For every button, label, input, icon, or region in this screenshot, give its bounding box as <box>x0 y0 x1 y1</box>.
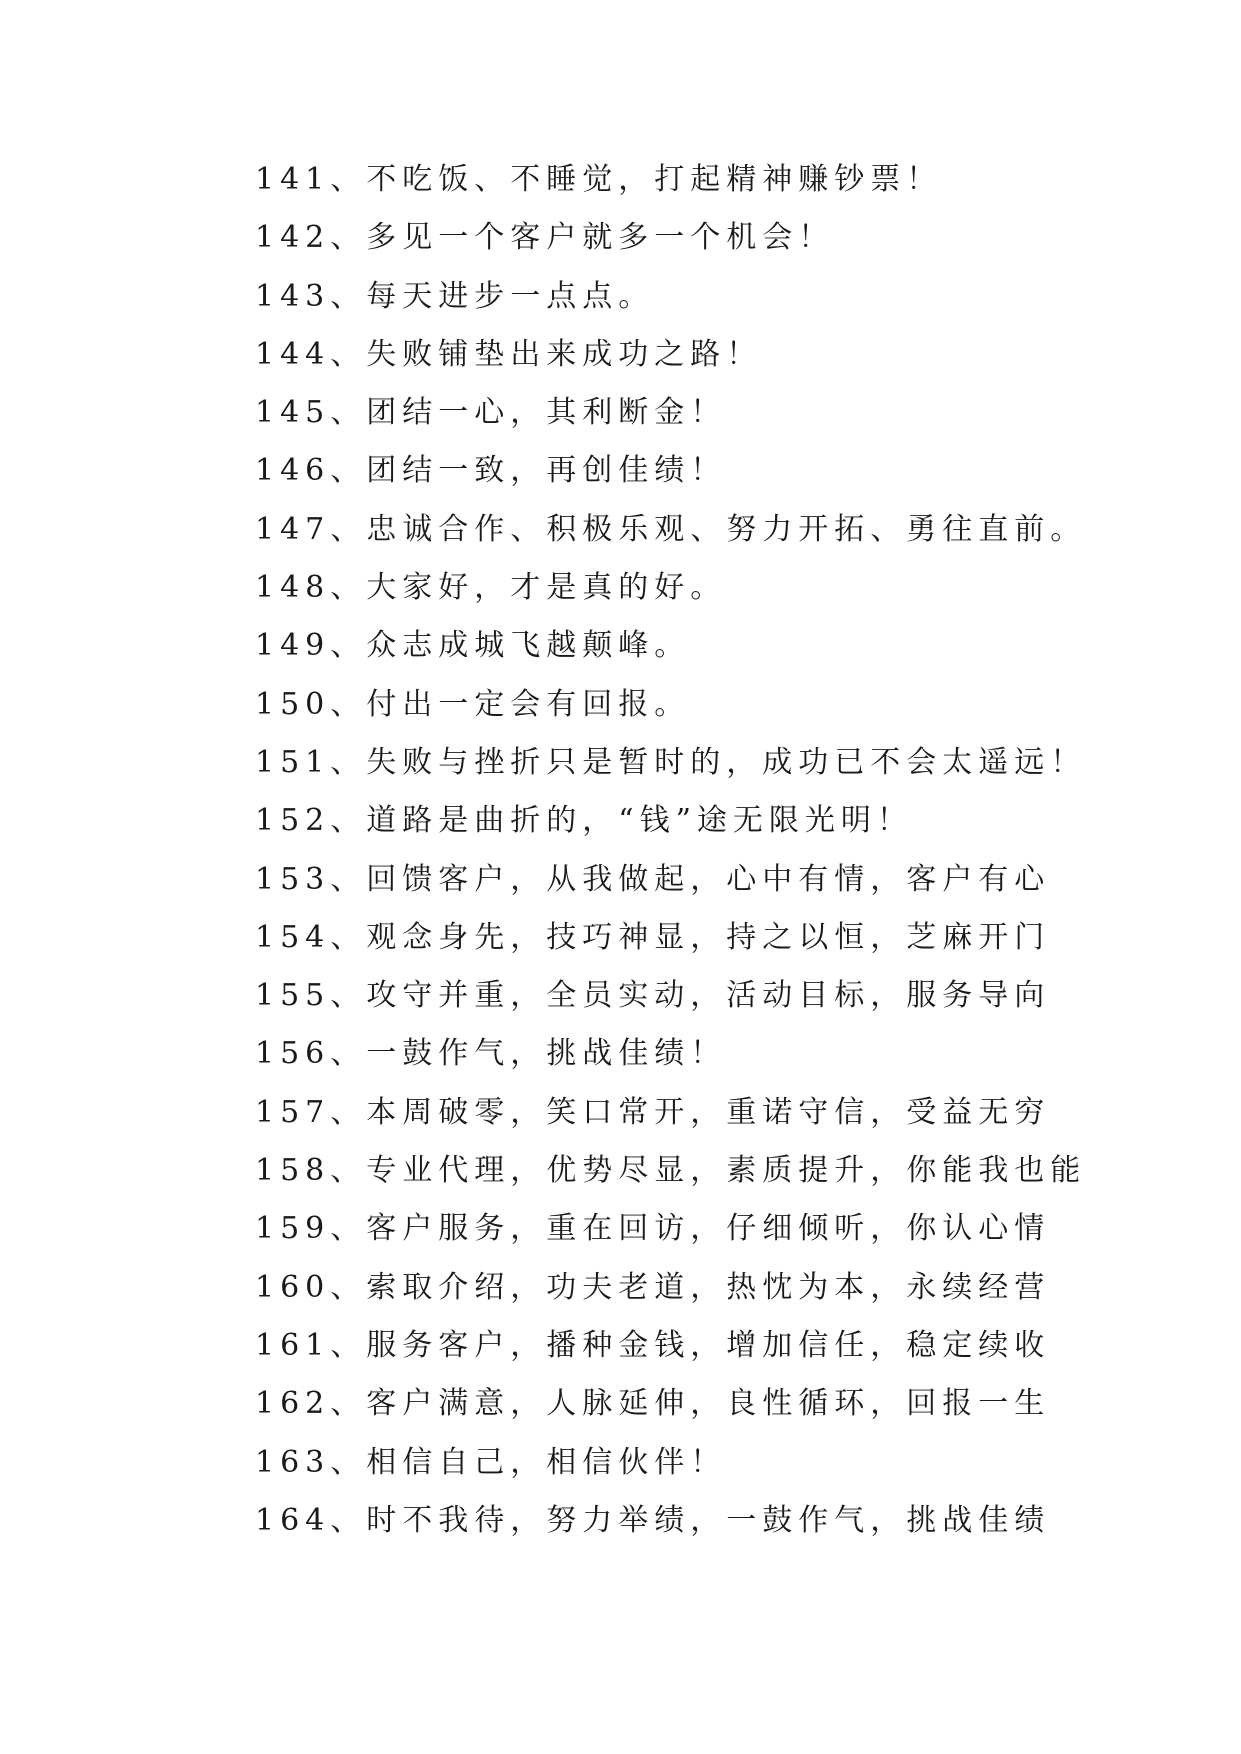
slogan-line: 158、专业代理，优势尽显，素质提升，你能我也能 <box>255 1153 1087 1189</box>
slogan-line: 161、服务客户，播种金钱，增加信任，稳定续收 <box>255 1327 1051 1363</box>
slogan-line: 154、观念身先，技巧神显，持之以恒，芝麻开门 <box>255 919 1051 955</box>
slogan-line: 149、众志成城飞越颠峰。 <box>255 628 691 664</box>
slogan-line: 150、付出一定会有回报。 <box>255 686 691 722</box>
slogan-line: 159、客户服务，重在回访，仔细倾听，你认心情 <box>255 1211 1051 1247</box>
slogan-line: 151、失败与挫折只是暂时的，成功已不会太遥远！ <box>255 744 1087 780</box>
slogan-line: 142、多见一个客户就多一个机会！ <box>255 220 835 256</box>
slogan-line: 146、团结一致，再创佳绩！ <box>255 453 727 489</box>
slogan-line: 148、大家好，才是真的好。 <box>255 570 727 606</box>
slogan-line: 141、不吃饭、不睡觉，打起精神赚钞票！ <box>255 162 943 197</box>
slogan-line: 153、回馈客户，从我做起，心中有情，客户有心 <box>255 861 1051 897</box>
slogan-line: 160、索取介绍，功夫老道，热忱为本，永续经营 <box>255 1269 1051 1305</box>
slogan-list <box>255 160 1155 1559</box>
slogan-line: 147、忠诚合作、积极乐观、努力开拓、勇往直前。 <box>255 511 1087 547</box>
slogan-line: 152、道路是曲折的，“钱”途无限光明！ <box>255 803 913 839</box>
slogan-line: 155、攻守并重，全员实动，活动目标，服务导向 <box>255 978 1051 1014</box>
slogan-line: 157、本周破零，笑口常开，重诺守信，受益无穷 <box>255 1094 1051 1130</box>
slogan-line: 145、团结一心，其利断金！ <box>255 395 727 431</box>
slogan-line: 156、一鼓作气，挑战佳绩！ <box>255 1036 727 1072</box>
slogan-line: 164、时不我待，努力举绩，一鼓作气，挑战佳绩 <box>255 1502 1051 1538</box>
slogan-line: 163、相信自己，相信伙伴！ <box>255 1444 727 1480</box>
slogan-line: 144、失败铺垫出来成功之路！ <box>255 336 763 372</box>
slogan-line: 143、每天进步一点点。 <box>255 278 655 314</box>
slogan-line: 162、客户满意，人脉延伸，良性循环，回报一生 <box>255 1386 1051 1422</box>
